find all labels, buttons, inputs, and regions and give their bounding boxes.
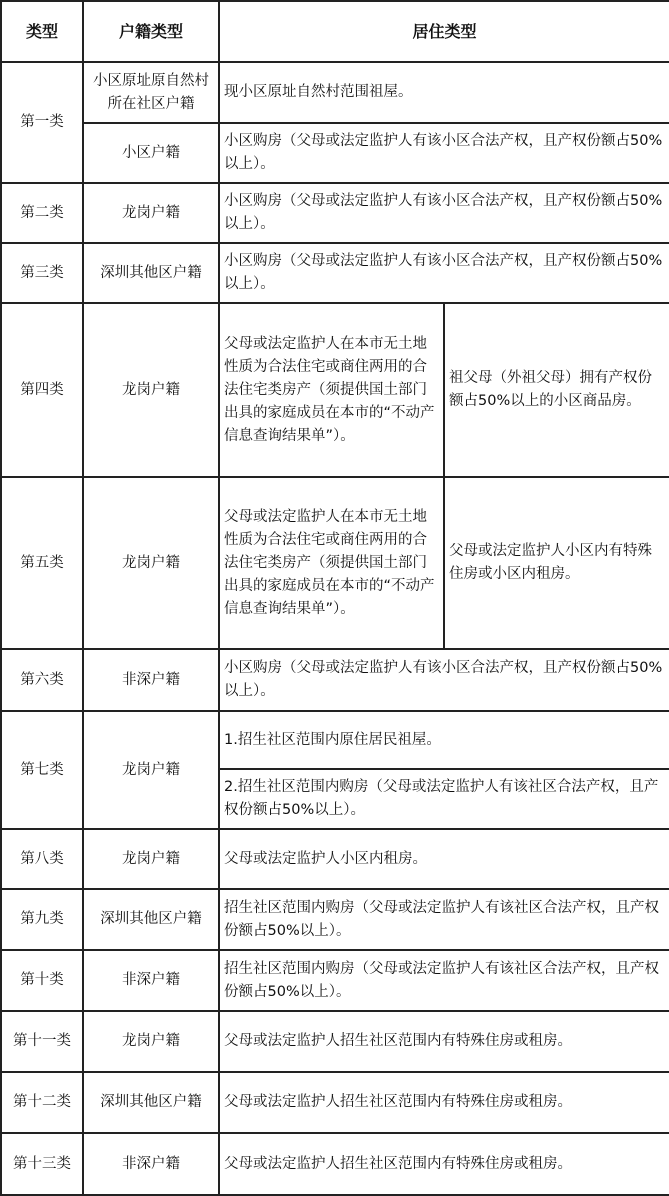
table-row <box>1 123 669 183</box>
residence-cell: 父母或法定监护人在本市无土地性质为合法住宅或商住两用的合法住宅类房产（须提供国土部门出具的家庭成员在本市的“不动产信息查询结果单”）。 <box>219 303 444 477</box>
residence-cell: 父母或法定监护人小区内有特殊住房或小区内租房。 <box>444 477 669 649</box>
residence-cell: 父母或法定监护人招生社区范围内有特殊住房或租房。 <box>219 1011 669 1072</box>
huji-cell: 龙岗户籍 <box>83 183 219 243</box>
type-cell: 第十类 <box>1 950 83 1011</box>
huji-cell: 龙岗户籍 <box>83 477 219 649</box>
table-row <box>1 303 669 477</box>
residence-cell: 小区购房（父母或法定监护人有该小区合法产权，且产权份额占50%以上）。 <box>219 243 669 303</box>
residence-cell: 招生社区范围内购房（父母或法定监护人有该社区合法产权，且产权份额占50%以上）。 <box>219 889 669 950</box>
table-row <box>1 1072 669 1133</box>
table-row <box>1 1011 669 1072</box>
header-residence: 居住类型 <box>219 1 669 62</box>
residence-cell: 1.招生社区范围内原住居民祖屋。 <box>219 711 669 769</box>
table-row <box>1 1133 669 1195</box>
type-cell: 第五类 <box>1 477 83 649</box>
type-cell: 第六类 <box>1 649 83 711</box>
huji-cell: 小区原址原自然村所在社区户籍 <box>83 62 219 123</box>
type-cell: 第三类 <box>1 243 83 303</box>
type-cell: 第十三类 <box>1 1133 83 1195</box>
residence-cell: 小区购房（父母或法定监护人有该小区合法产权，且产权份额占50%以上）。 <box>219 183 669 243</box>
huji-cell: 龙岗户籍 <box>83 829 219 889</box>
residence-cell: 小区购房（父母或法定监护人有该小区合法产权，且产权份额占50%以上）。 <box>219 649 669 711</box>
residence-cell: 父母或法定监护人招生社区范围内有特殊住房或租房。 <box>219 1133 669 1195</box>
huji-cell: 深圳其他区户籍 <box>83 889 219 950</box>
residence-cell: 现小区原址自然村范围祖屋。 <box>219 62 669 123</box>
type-cell: 第九类 <box>1 889 83 950</box>
residence-cell: 祖父母（外祖父母）拥有产权份额占50%以上的小区商品房。 <box>444 303 669 477</box>
huji-cell: 深圳其他区户籍 <box>83 1072 219 1133</box>
table-row <box>1 711 669 769</box>
huji-cell: 龙岗户籍 <box>83 303 219 477</box>
type-cell: 第七类 <box>1 711 83 829</box>
type-cell: 第十一类 <box>1 1011 83 1072</box>
huji-cell: 非深户籍 <box>83 1133 219 1195</box>
header-type: 类型 <box>1 1 83 62</box>
table-row <box>1 829 669 889</box>
header-huji: 户籍类型 <box>83 1 219 62</box>
huji-cell: 龙岗户籍 <box>83 1011 219 1072</box>
type-cell: 第十二类 <box>1 1072 83 1133</box>
huji-cell: 深圳其他区户籍 <box>83 243 219 303</box>
huji-cell: 非深户籍 <box>83 950 219 1011</box>
type-cell: 第四类 <box>1 303 83 477</box>
residence-cell: 父母或法定监护人招生社区范围内有特殊住房或租房。 <box>219 1072 669 1133</box>
residence-cell: 招生社区范围内购房（父母或法定监护人有该社区合法产权，且产权份额占50%以上）。 <box>219 950 669 1011</box>
table-row <box>1 183 669 243</box>
residence-cell: 父母或法定监护人在本市无土地性质为合法住宅或商住两用的合法住宅类房产（须提供国土部门出具的家庭成员在本市的“不动产信息查询结果单”）。 <box>219 477 444 649</box>
huji-cell: 小区户籍 <box>83 123 219 183</box>
huji-cell: 非深户籍 <box>83 649 219 711</box>
table-row <box>1 243 669 303</box>
type-cell: 第一类 <box>1 62 83 183</box>
header-row <box>1 1 669 62</box>
huji-cell: 龙岗户籍 <box>83 711 219 829</box>
type-cell: 第八类 <box>1 829 83 889</box>
residence-cell: 小区购房（父母或法定监护人有该小区合法产权，且产权份额占50%以上）。 <box>219 123 669 183</box>
table-row <box>1 62 669 123</box>
table-row <box>1 649 669 711</box>
type-cell: 第二类 <box>1 183 83 243</box>
table-row <box>1 889 669 950</box>
residence-cell: 父母或法定监护人小区内租房。 <box>219 829 669 889</box>
table-row <box>1 477 669 649</box>
residence-cell: 2.招生社区范围内购房（父母或法定监护人有该社区合法产权，且产权份额占50%以上）。 <box>219 769 669 829</box>
table-row <box>1 950 669 1011</box>
